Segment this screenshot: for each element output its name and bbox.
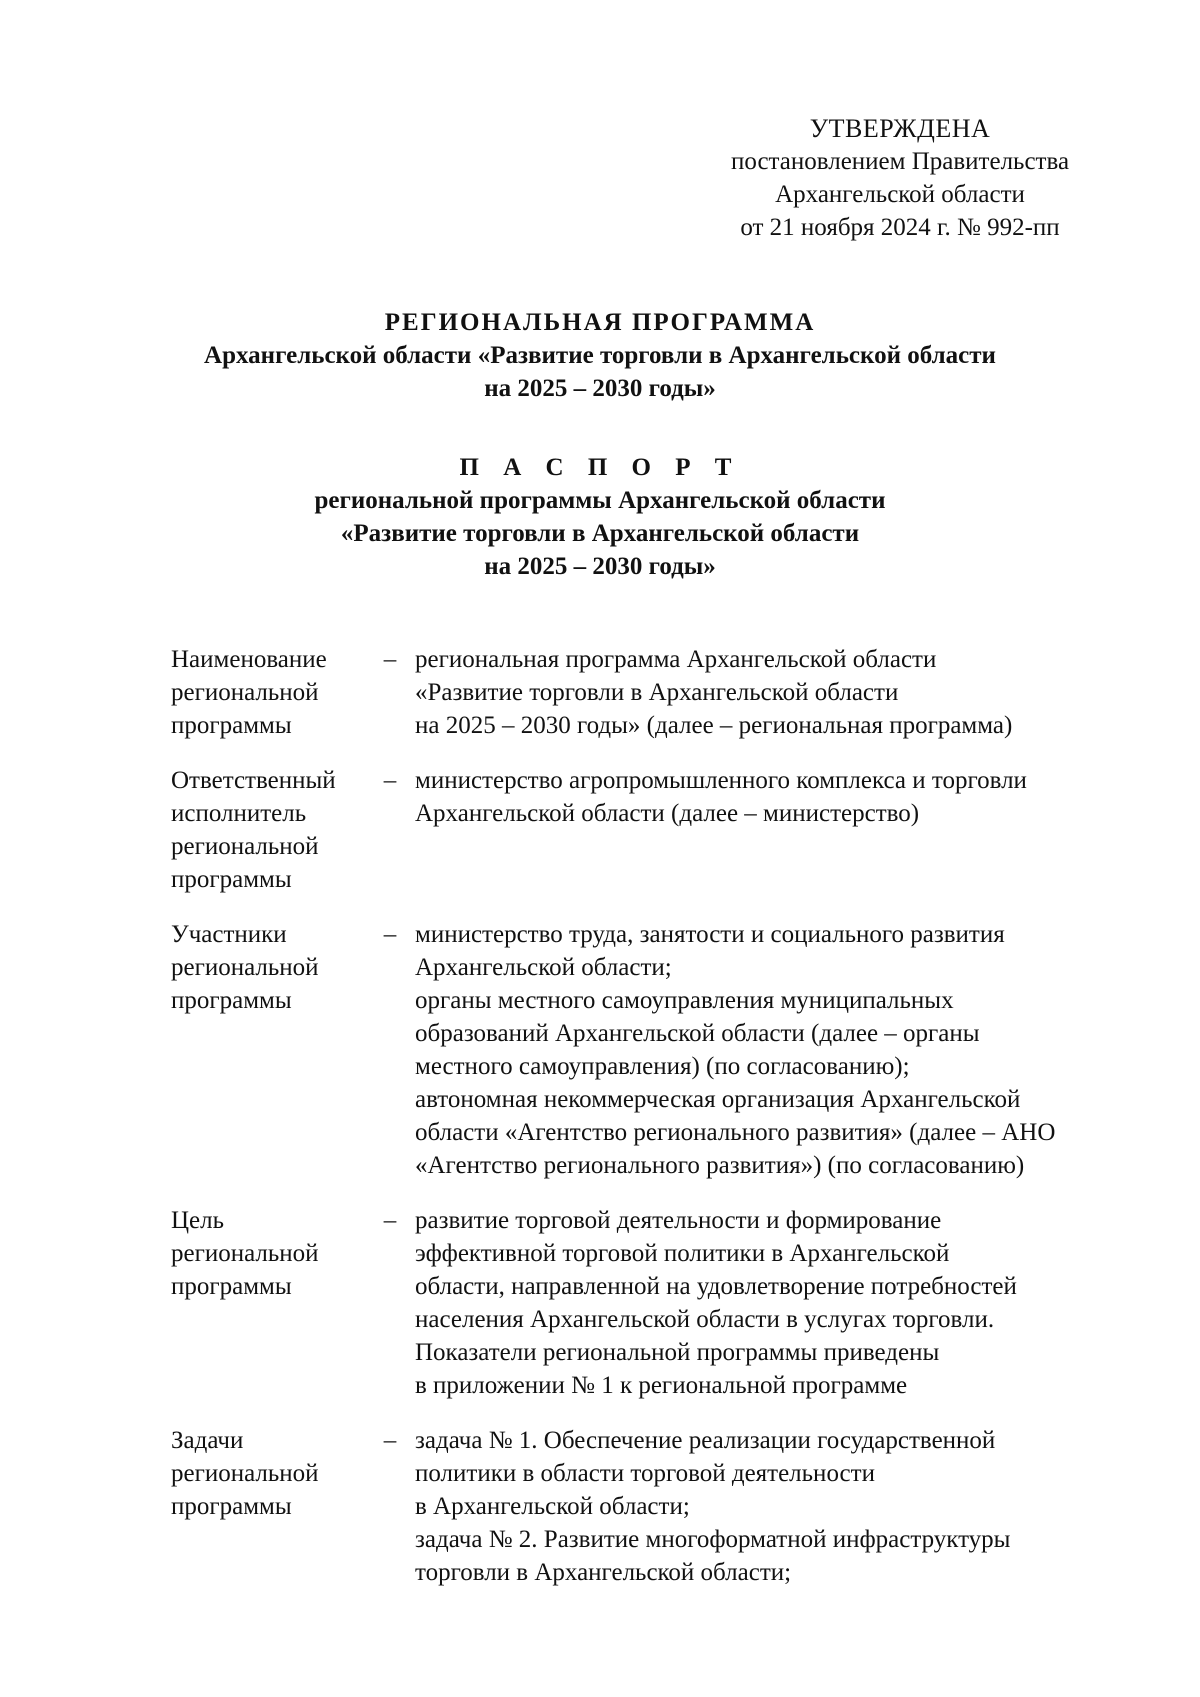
value-line: развитие торговой деятельности и формирование [415,1207,942,1234]
value-line: области «Агентство регионального развития» (далее – АНО [415,1119,1056,1146]
passport-row [171,1204,1121,1402]
approval-line-2: Архангельской области [775,181,1025,208]
approval-title: УТВЕРЖДЕНА [809,114,991,143]
passport-row-value [409,1424,1121,1589]
passport-table [171,643,1121,1611]
passport-row-dash: – [383,767,397,794]
passport-row-value [409,1204,1121,1402]
label-line: Цель [171,1207,225,1234]
passport-subtitle-line-3: на 2025 – 2030 годы» [484,553,716,580]
value-line: местного самоуправления) (по согласованию); [415,1053,910,1080]
passport-row-dash: – [383,1427,397,1454]
program-subtitle-line-1: Архангельской области «Развитие торговли в Архангельской области [204,342,996,369]
value-line: политики в области торговой деятельности [415,1460,875,1487]
value-line: «Развитие торговли в Архангельской области [415,679,899,706]
value-line: органы местного самоуправления муниципальных [415,987,954,1014]
value-line: Архангельской области (далее – министерство) [415,800,920,827]
passport-row-label [171,643,371,742]
passport-row-label [171,918,371,1182]
passport-row-value [409,643,1121,742]
value-line: автономная некоммерческая организация Архангельской [415,1086,1021,1113]
label-line: региональной [171,1240,319,1267]
passport-row [171,1424,1121,1589]
label-line: программы [171,866,292,893]
approval-stamp [690,112,1110,244]
program-heading [100,306,1100,405]
label-line: Задачи [171,1427,244,1454]
value-line: Показатели региональной программы приведены [415,1339,940,1366]
label-line: региональной [171,954,319,981]
label-line: региональной [171,679,319,706]
passport-title: П А С П О Р Т [459,454,741,481]
value-line: населения Архангельской области в услугах торговли. [415,1306,995,1333]
label-line: программы [171,987,292,1014]
passport-row-value [409,764,1121,896]
passport-subtitle-line-2: «Развитие торговли в Архангельской области [340,520,860,547]
approval-line-1: постановлением Правительства [730,148,1070,175]
label-line: программы [171,712,292,739]
value-line: образований Архангельской области (далее – органы [415,1020,980,1047]
passport-row [171,764,1121,896]
label-line: региональной [171,1460,319,1487]
passport-row-dash: – [383,921,397,948]
value-line: министерство агропромышленного комплекса и торговли [415,767,1027,794]
label-line: Наименование [171,646,327,673]
value-line: эффективной торговой политики в Архангельской [415,1240,950,1267]
label-line: исполнитель [171,800,307,827]
value-line: «Агентство регионального развития») (по согласованию) [415,1152,1025,1179]
label-line: Ответственный [171,767,336,794]
value-line: в приложении № 1 к региональной программе [415,1372,908,1399]
value-line: на 2025 – 2030 годы» (далее – региональная программа) [415,712,1013,739]
program-subtitle-line-2: на 2025 – 2030 годы» [484,375,716,402]
passport-row-label [171,764,371,896]
value-line: задача № 2. Развитие многоформатной инфраструктуры [415,1526,1011,1553]
passport-row [171,918,1121,1182]
label-line: региональной [171,833,319,860]
value-line: задача № 1. Обеспечение реализации государственной [415,1427,996,1454]
value-line: министерство труда, занятости и социального развития [415,921,1005,948]
value-line: в Архангельской области; [415,1493,690,1520]
passport-row [171,643,1121,742]
passport-heading [100,451,1100,583]
approval-line-3: от 21 ноября 2024 г. № 992-пп [740,214,1060,241]
program-title: РЕГИОНАЛЬНАЯ ПРОГРАММА [384,309,816,336]
passport-row-label [171,1204,371,1402]
value-line: Архангельской области; [415,954,672,981]
passport-row-dash: – [383,1207,397,1234]
label-line: программы [171,1493,292,1520]
value-line: торговли в Архангельской области; [415,1559,792,1586]
passport-row-label [171,1424,371,1589]
label-line: программы [171,1273,292,1300]
value-line: региональная программа Архангельской области [415,646,937,673]
passport-subtitle-line-1: региональной программы Архангельской области [314,487,886,514]
passport-row-dash: – [383,646,397,673]
label-line: Участники [171,921,287,948]
passport-row-value [409,918,1121,1182]
value-line: области, направленной на удовлетворение потребностей [415,1273,1017,1300]
